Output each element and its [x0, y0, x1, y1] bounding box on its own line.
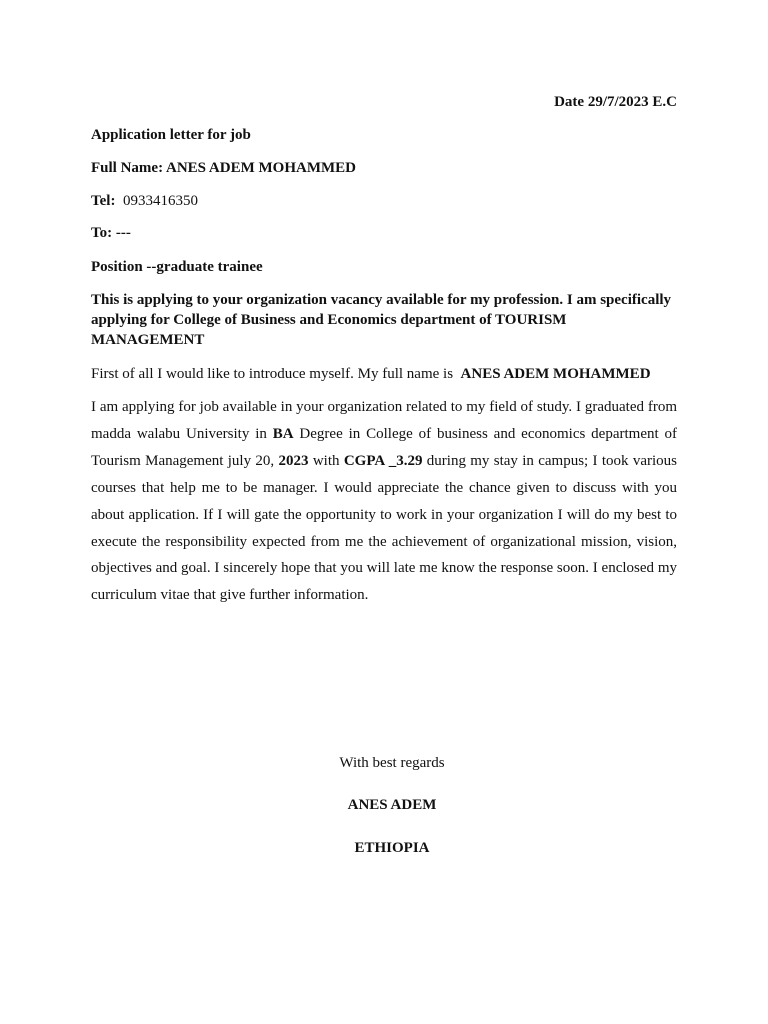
telephone-label: Tel: — [91, 193, 116, 209]
applicant-full-name: Full Name: ANES ADEM MOHAMMED — [91, 160, 356, 176]
position-line: Position --graduate trainee — [91, 259, 263, 275]
letter-date: Date 29/7/2023 E.C — [554, 94, 677, 110]
body-text-4: during my stay in campus; I took various courses that help me to be manager. I would appreciate the chance given to discuss with you about application. If I will gate the opportunity to work in your organization I will do my best to execute the responsibility expected from me the achievement of organizational mission, vision, objectives and goal. I sincerely hope that you will late me know the response soon. I enclosed my curriculum vitae that give further information. — [91, 452, 678, 604]
introduction-name: ANES ADEM MOHAMMED — [460, 366, 651, 382]
closing-name: ANES ADEM — [347, 797, 437, 813]
closing-regards: With best regards — [339, 755, 445, 771]
body-text-2: Degree in College of business and economics department of Tourism Management july 20, — [91, 425, 677, 469]
body-paragraph — [91, 394, 677, 609]
degree-value: BA — [272, 425, 294, 442]
letter-subject: Application letter for job — [91, 127, 251, 143]
telephone-line — [91, 191, 677, 211]
graduation-year: 2023 — [278, 452, 309, 469]
intro-statement: This is applying to your organization vacancy available for my profession. I am specifically applying for College of Business and Economics department of TOURISM MANAGEMENT — [91, 292, 672, 348]
recipient-line: To: --- — [91, 225, 131, 241]
introduction-text: First of all I would like to introduce myself. My full name is — [91, 366, 454, 382]
introduction-line — [91, 364, 677, 384]
closing-country: ETHIOPIA — [354, 840, 430, 856]
body-text-3: with — [312, 452, 340, 469]
cgpa-value: CGPA _3.29 — [343, 452, 423, 469]
body-text-1: I am applying for job available in your organization related to my field of study. I graduated from madda walabu University in — [91, 399, 677, 442]
telephone-number: 0933416350 — [122, 193, 198, 209]
